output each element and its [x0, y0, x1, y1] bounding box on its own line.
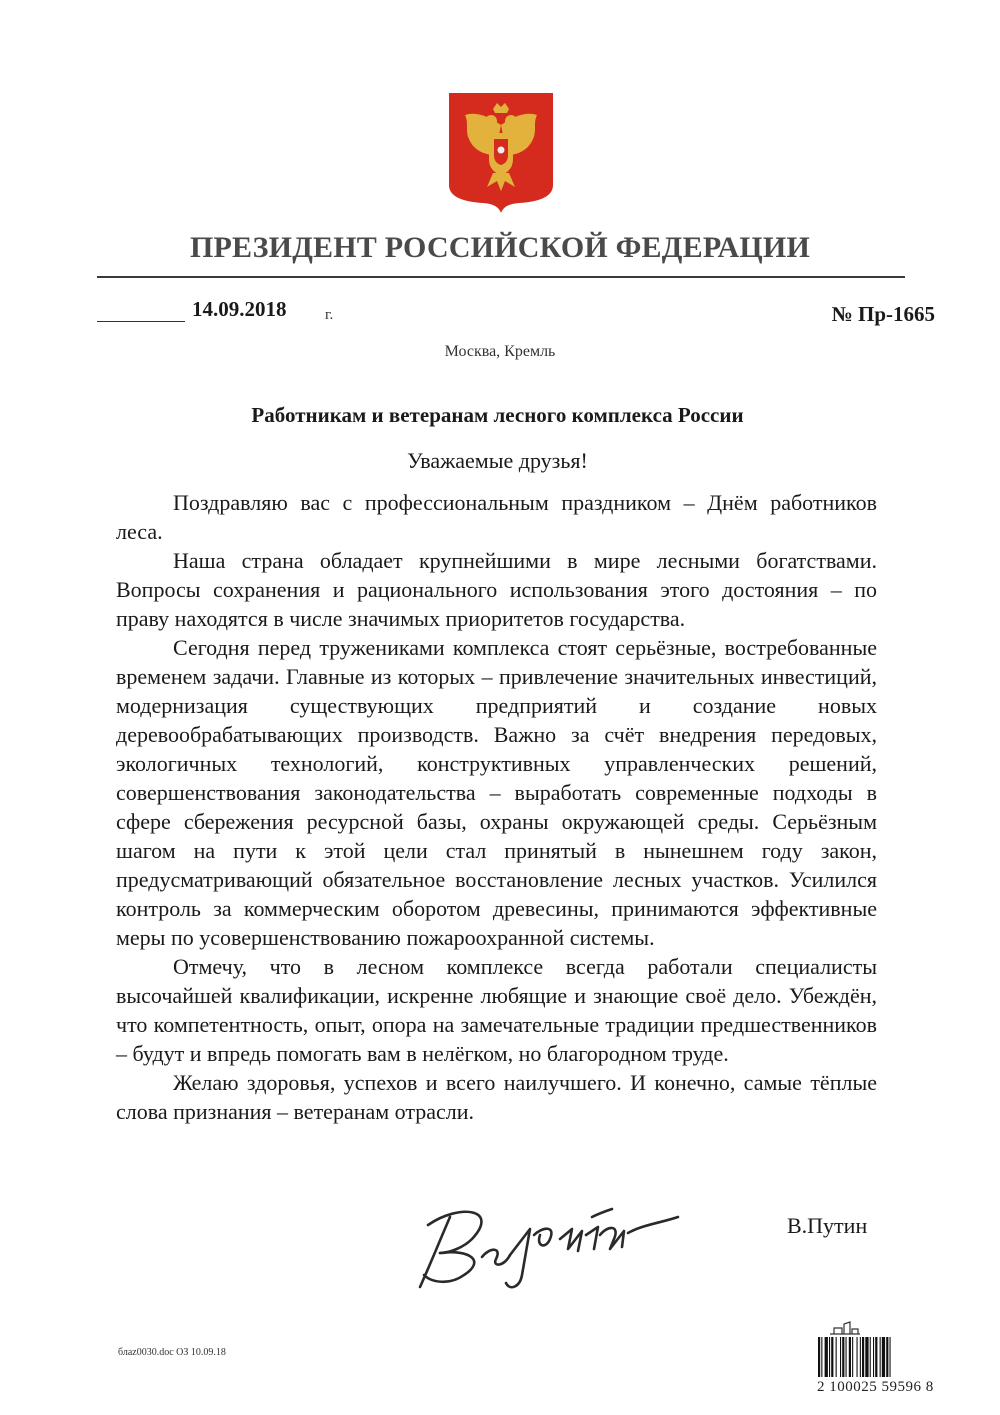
barcode-bar: [852, 1337, 853, 1377]
russian-coat-of-arms-icon: [449, 93, 553, 213]
document-place: Москва, Кремль: [444, 343, 556, 360]
letter-salutation: Уважаемые друзья!: [407, 448, 588, 473]
barcode-bar: [862, 1337, 864, 1377]
letter-paragraph: Наша страна обладает крупнейшими в мире лесными богатствами. Вопросы сохранения и рационального использования этого достояния – по праву находятся в числе значимых приоритетов государства.: [116, 548, 877, 631]
barcode-bar: [882, 1337, 885, 1377]
year-suffix: г.: [325, 307, 334, 323]
barcode-bar: [886, 1337, 888, 1377]
date-underline: [97, 321, 185, 322]
page-title: ПРЕЗИДЕНТ РОССИЙСКОЙ ФЕДЕРАЦИИ: [190, 231, 810, 264]
document-number: № Пр-1665: [831, 302, 935, 326]
barcode: [818, 1337, 936, 1377]
barcode-bar: [890, 1337, 891, 1377]
barcode-bar: [829, 1337, 830, 1377]
barcode-bar: [836, 1337, 837, 1377]
barcode-bar: [846, 1337, 847, 1377]
letter-paragraph: Поздравляю вас с профессиональным праздником – Днём работников леса.: [116, 490, 877, 544]
barcode-bar: [821, 1337, 822, 1377]
handwritten-signature: [410, 1195, 695, 1295]
barcode-number: 2 100025 59596 8: [817, 1379, 934, 1395]
barcode-bar: [857, 1337, 858, 1377]
document-reference: блаz0030.doc ОЗ 10.09.18: [118, 1347, 226, 1358]
letter-body: [116, 488, 877, 1126]
barcode-bar: [840, 1337, 841, 1377]
barcode-bar: [865, 1337, 868, 1377]
barcode-bar: [842, 1337, 844, 1377]
letter-paragraph: Желаю здоровья, успехов и всего наилучшего. И конечно, самые тёплые слова признания – ветеранам отрасли.: [116, 1070, 877, 1124]
barcode-bar: [880, 1337, 881, 1377]
barcode-bar: [860, 1337, 861, 1377]
header-divider: [97, 276, 905, 278]
barcode-bar: [873, 1337, 874, 1377]
signer-name: В.Путин: [787, 1213, 868, 1238]
stamp-mark-icon: [828, 1320, 862, 1336]
letter-paragraph: Сегодня перед тружениками комплекса стоят серьёзные, востребованные временем задачи. Главные из которых – привлечение значительных инвестиций, модернизация существующих предприятий и создание новых деревообрабатывающих производств. Важно за счёт внедрения передовых, экологичных технологий, конструктивных управленческих решений, совершенствования законодательства – выработать современные подходы в сфере сбережения ресурсной базы, охраны окружающей среды. Серьёзным шагом на пути к этой цели стал принятый в нынешнем году закон, предусматривающий обязательное восстановление лесных участков. Усилился контроль за коммерческим оборотом древесины, принимаются эффективные меры по усовершенствованию пожароохранной системы.: [116, 635, 877, 950]
barcode-bar: [849, 1337, 851, 1377]
barcode-bar: [870, 1337, 871, 1377]
barcode-bar: [825, 1337, 828, 1377]
document-date: 14.09.2018: [192, 297, 287, 321]
letter-paragraph: Отмечу, что в лесном комплексе всегда работали специалисты высочайшей квалификации, искренне любящие и знающие своё дело. Убеждён, что компетентность, опыт, опора на замечательные традиции предшественников – будут и впредь помогать вам в нелёгком, но благородном труде.: [116, 954, 877, 1066]
letter-addressee: Работникам и ветеранам лесного комплекса России: [251, 403, 744, 427]
barcode-bar: [875, 1337, 877, 1377]
barcode-bar: [831, 1337, 833, 1377]
barcode-bar: [818, 1337, 820, 1377]
